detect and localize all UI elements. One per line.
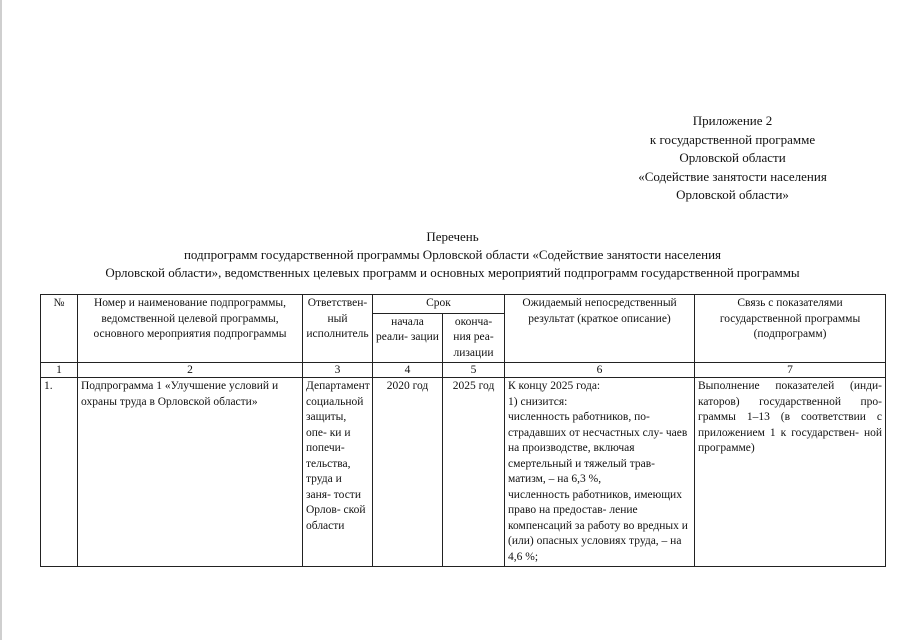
expected-line: численность работников, имеющих право на предостав- ление компенсаций за работу во вредных и (или) опасных условиях труда, – на 4,6 %; xyxy=(508,488,688,563)
row-link: Выполнение показателей (инди- каторов) государственной про- граммы 1–13 (в соответствии с приложением 1 к государствен- ной программе) xyxy=(695,378,886,567)
header-name: Номер и наименование подпрограммы, ведомственной целевой программы, основного мероприятия подпрограммы xyxy=(78,295,303,363)
row-expected xyxy=(505,378,695,567)
row-num: 1. xyxy=(41,378,78,567)
column-number: 6 xyxy=(505,363,695,378)
appendix-line: Приложение 2 xyxy=(692,113,773,128)
header-term-end: оконча- ния реа- лизации xyxy=(443,313,505,363)
scan-edge-line xyxy=(0,0,2,640)
column-number: 3 xyxy=(303,363,373,378)
column-number: 7 xyxy=(695,363,886,378)
column-number: 4 xyxy=(373,363,443,378)
document-title xyxy=(30,228,875,282)
expected-line: 1) снизится: xyxy=(508,395,568,408)
header-link: Связь с показателями государственной программы (подпрограмм) xyxy=(695,295,886,363)
title-line: Орловской области», ведомственных целевых программ и основных мероприятий подпрограмм государственной программы xyxy=(105,265,800,280)
header-num: № xyxy=(41,295,78,363)
programs-table xyxy=(40,294,886,567)
header-expected: Ожидаемый непосредственный результат (краткое описание) xyxy=(505,295,695,363)
column-number: 1 xyxy=(41,363,78,378)
expected-line: К концу 2025 года: xyxy=(508,380,601,392)
column-number-row xyxy=(41,363,886,378)
title-line: Перечень xyxy=(426,229,479,244)
table-row xyxy=(41,378,886,567)
row-responsible: Департамент социальной защиты, опе- ки и попечи- тельства, труда и заня- тости Орлов- ской области xyxy=(303,378,373,567)
title-line: подпрограмм государственной программы Орловской области «Содействие занятости населения xyxy=(183,247,722,262)
appendix-line: Орловской области» xyxy=(676,187,789,202)
header-term-start: начала реали- зации xyxy=(373,313,443,363)
appendix-line: к государственной программе xyxy=(649,131,816,147)
appendix-note xyxy=(590,112,875,205)
column-number: 5 xyxy=(443,363,505,378)
row-start: 2020 год xyxy=(373,378,443,567)
header-term: Срок xyxy=(373,295,505,314)
table-header-row xyxy=(41,295,886,314)
row-end: 2025 год xyxy=(443,378,505,567)
header-responsible: Ответствен- ный исполнитель xyxy=(303,295,373,363)
appendix-line: «Содействие занятости населения xyxy=(638,168,827,184)
column-number: 2 xyxy=(78,363,303,378)
appendix-line: Орловской области xyxy=(679,150,786,165)
expected-line: численность работников, по- страдавших от несчастных слу- чаев на производстве, включая смертельный и тяжелый трав- матизм, – на 6,3 %, xyxy=(508,411,688,485)
row-name: Подпрограмма 1 «Улучшение условий и охраны труда в Орловской области» xyxy=(78,378,303,567)
